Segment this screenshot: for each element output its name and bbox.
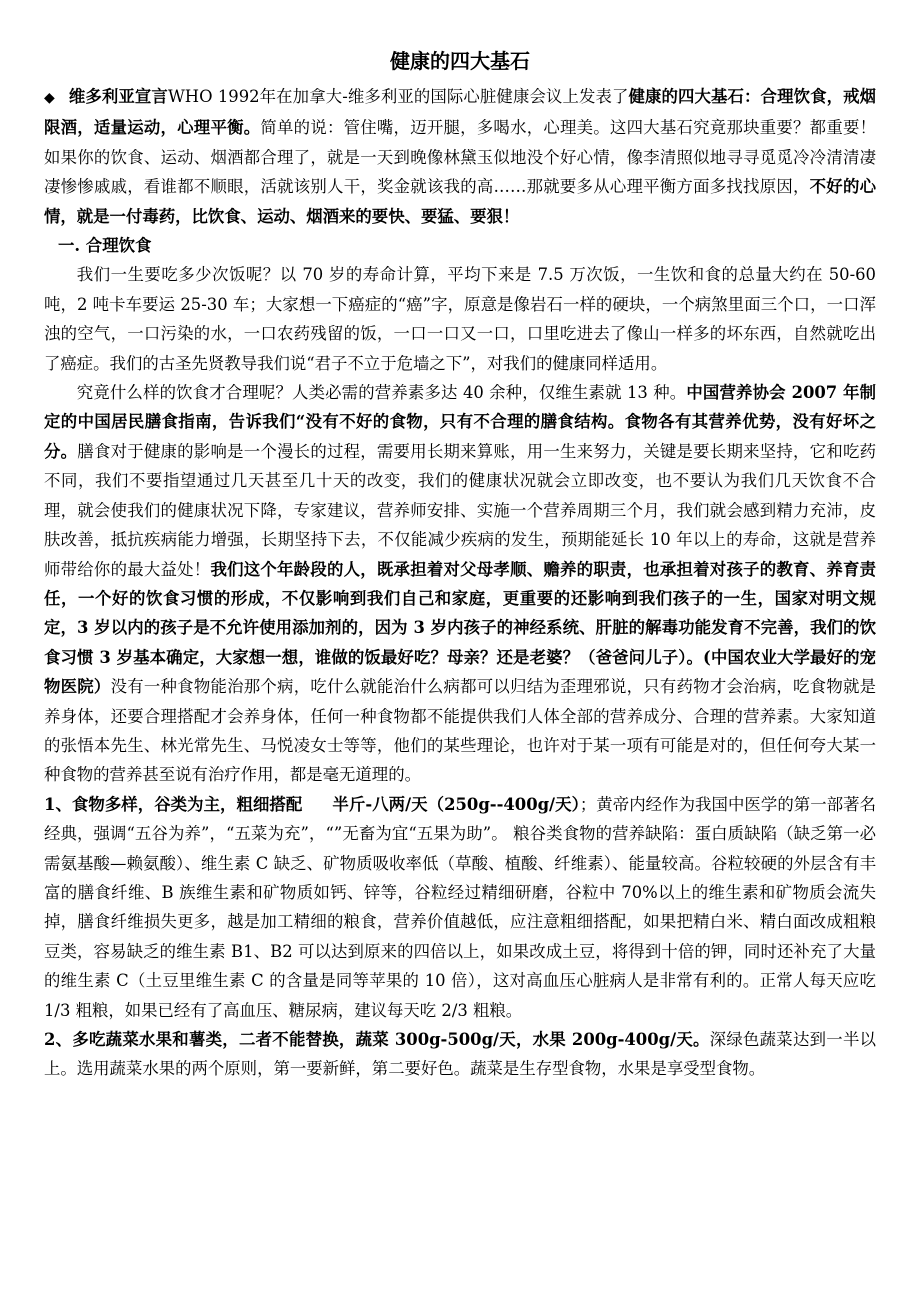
diamond-bullet-icon: ◆ — [44, 90, 55, 106]
diet-p2-text-a: 究竟什么样的饮食才合理呢？人类必需的营养素多达 40 余种，仅维生素就 13 种。 — [76, 383, 687, 403]
intro-label: 维多利亚宣言 — [68, 87, 168, 106]
document-title: 健康的四大基石 — [390, 49, 530, 73]
item-2-heading: 2、多吃蔬菜水果和薯类，二者不能替换，蔬菜 300g-500g/天，水果 200g-400g/天。 — [44, 1030, 710, 1049]
diet-p2-text-e: 没有一种食物能治那个病，吃什么就能治什么病都可以归结为歪理邪说，只有药物才会治病，吃食物就是养身体，还要合理搭配才会养身体，任何一种食物都不能提供我们人体全部的营养成分、合理的营养素。大家知道的张悟本先生、林光常先生、马悦凌女士等等，他们的某些理论，也许对于某一项有可能是对的，但任何夸大某一种食物的营养甚至说有治疗作用，都是毫无道理的。 — [44, 677, 877, 785]
diet-p2-bold-d: 我们这个年龄段的人，既承担着对父母孝顺、赡养的职责，也承担着对孩子的教育、养育责任，一个好的饮食习惯的形成，不仅影响到我们自己和家庭，更重要的还影响到我们孩子的一生，国家对明文规定，3 岁以内的孩子是不允许使用添加剂的，因为 3 岁内孩子的神经系统、肝脏的解毒功能发育不完善，我们的饮食习惯 3 岁基本确定，大家想一想，谁做的饭最好吃？母亲？还是老婆？（爸爸问儿子）。(中国农业大学最好的宠物医院） — [44, 559, 876, 697]
item-2-text: 深绿色蔬菜达到一半以上。选用蔬菜水果的两个原则，第一要新鲜，第二要好色。蔬菜是生存型食物，水果是享受型食物。 — [44, 1030, 877, 1079]
item-2-paragraph — [44, 1025, 876, 1084]
diet-p2-text-c: 膳食对于健康的影响是一个漫长的过程，需要用长期来算账，用一生来努力，关键是要长期来坚持，它和吃药不同，我们不要指望通过几天甚至几十天的改变，我们的健康状况就会立即改变，也不要认为我们几天饮食不合理，就会使我们的健康状况下降，专家建议，营养师安排、实施一个营养周期三个月，我们就会感到精力充沛，皮肤改善，抵抗疾病能力增强，长期坚持下去，不仅能减少疾病的发生，预期能延长 10 年以上的寿命，这就是营养师带给你的最大益处！ — [44, 441, 877, 579]
section-heading-diet: 一. 合理饮食 — [58, 236, 152, 256]
intro-bold-2: 不好的心情，就是一付毒药，比饮食、运动、烟酒来的要快、要猛、要狠！ — [44, 177, 876, 226]
item-1-amount: 半斤-八两/天（250g--400g/天） — [332, 794, 580, 814]
diet-paragraph-2 — [44, 378, 876, 790]
intro-paragraph — [44, 82, 876, 231]
item-1-text: ；黄帝内经作为我国中医学的第一部著名经典，强调“五谷为养”，“五菜为充”，“”无畜为宜“五果为助”。 粮谷类食物的营养缺陷：蛋白质缺陷（缺乏第一必需氨基酸—赖氨酸）、维生素 C 缺乏、矿物质吸收率低（草酸、植酸、纤维素）、能量较高。谷粒较硬的外层含有丰富的膳食纤维、B 族维生素和矿物质如钙、锌等，谷粒经过精细研磨，谷粒中 70%以上的维生素和矿物质会流失掉，膳食纤维损失更多，越是加工精细的粮食，营养价值越低，应注意粗细搭配，如果把精白米、精白面改成粗粮豆类，容易缺乏的维生素 B1、B2 可以达到原来的四倍以上，如果改成土豆，将得到十倍的钾，同时还补充了大量的维生素 C（土豆里维生素 C 的含量是同等苹果的 10 倍），这对高血压心脏病人是非常有利的。正常人每天应吃 1/3 粗粮，如果已经有了高血压、糖尿病，建议每天吃 2/3 粗粮。 — [44, 794, 877, 1020]
diet-paragraph-1: 我们一生要吃多少次饭呢？以 70 岁的寿命计算，平均下来是 7.5 万次饭，一生饮和食的总量大约在 50-60 吨，2 吨卡车要运 25-30 车；大家想一下癌症的“癌”字，原意是像岩石一样的硬块，一个病煞里面三个口，一口浑浊的空气，一口污染的水，一口农药残留的饭，一口一口又一口，口里吃进去了像山一样多的坏东西，自然就吃出了癌症。我们的古圣先贤教导我们说“君子不立于危墙之下”，对我们的健康同样适用。 — [44, 265, 876, 373]
intro-text-2: 简单的说：管住嘴，迈开腿，多喝水，心理美。这四大基石究竟那块重要？都重要！如果你的饮食、运动、烟酒都合理了，就是一天到晚像林黛玉似地没个好心情，像李清照似地寻寻觅觅冷冷清清凄凄惨惨戚戚，看谁都不顺眼，活就该别人干，奖金就该我的高……那就要多从心理平衡方面多找找原因， — [44, 118, 877, 197]
diet-p2-bold-b: 中国营养协会 2007 年制定的中国居民膳食指南，告诉我们“没有不好的食物，只有不合理的膳食结构。食物各有其营养优势，没有好坏之分。 — [44, 383, 877, 461]
intro-text-1: WHO 1992年在加拿大-维多利亚的国际心脏健康会议上发表了 — [167, 87, 629, 106]
item-1-paragraph — [44, 790, 876, 1025]
item-1-heading: 1、食物多样，谷类为主，粗细搭配 — [44, 794, 303, 814]
intro-bold-1: 健康的四大基石：合理饮食，戒烟限酒，适量运动，心理平衡。 — [44, 87, 876, 138]
